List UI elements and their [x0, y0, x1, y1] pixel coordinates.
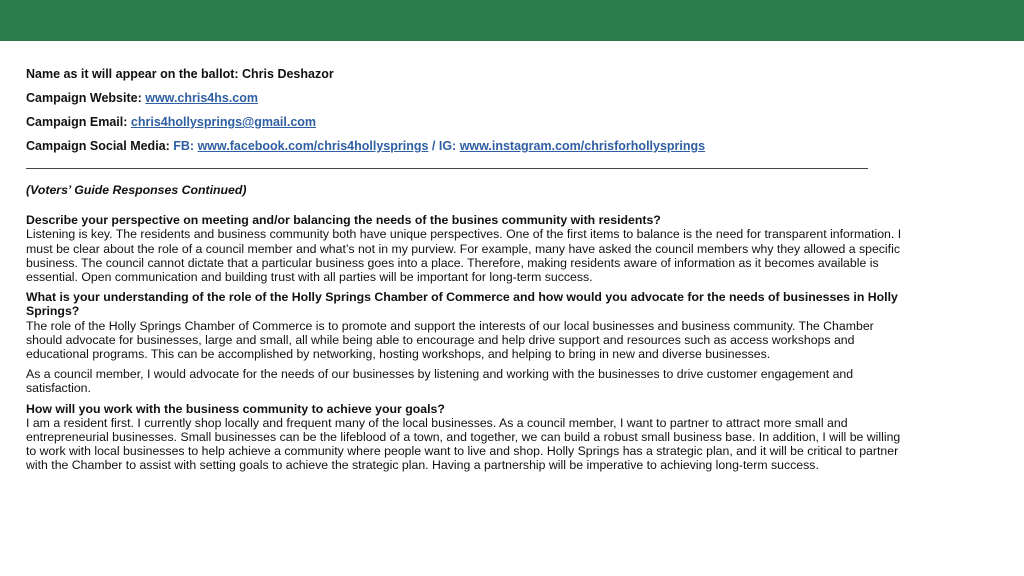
answer-1: Listening is key. The residents and business community both have unique perspectives. One of the first items to balance is the need for transparent information. I must be clear about the role of a council member and what’s not in my purview. For example, many have asked the council members why they allowed a specific business. The council cannot dictate that a particular business goes into a place. Therefore, making residents aware of information as it becomes available is essential. Open communication and building trust with all parties will be important for long-term success.: [26, 227, 902, 285]
voters-guide-responses: [26, 183, 906, 479]
website-link[interactable]: www.chris4hs.com: [145, 91, 259, 105]
campaign-website-line: [26, 90, 906, 106]
instagram-link[interactable]: www.instagram.com/chrisforhollysprings: [459, 139, 706, 153]
campaign-email-line: [26, 114, 906, 130]
header-bar: [0, 0, 1024, 41]
email-label: Campaign Email:: [26, 115, 131, 129]
ballot-name: Name as it will appear on the ballot: Chris Deshazor: [26, 67, 334, 81]
continued-note: (Voters’ Guide Responses Continued): [26, 183, 247, 197]
question-3: How will you work with the business community to achieve your goals?: [26, 401, 445, 416]
question-1: Describe your perspective on meeting and/or balancing the needs of the busines community with residents?: [26, 213, 661, 228]
campaign-social-line: [26, 138, 906, 154]
candidate-info: [26, 66, 906, 162]
divider: [26, 168, 868, 169]
answer-2a: The role of the Holly Springs Chamber of Commerce is to promote and support the interests of our local businesses and business community. The Chamber should advocate for businesses, large and small, all while being able to encourage and help drive support and resources such as access workshops and educational programs. This can be accomplished by networking, hosting workshops, and helping to bring in new and diverse businesses.: [26, 318, 874, 362]
fb-label: FB:: [173, 139, 198, 153]
email-link[interactable]: chris4hollysprings@gmail.com: [130, 115, 317, 129]
answer-2b: As a council member, I would advocate for the needs of our businesses by listening and working with the businesses to drive customer engagement and satisfaction.: [26, 367, 854, 396]
facebook-link[interactable]: www.facebook.com/chris4hollysprings: [197, 139, 429, 153]
website-label: Campaign Website:: [26, 91, 146, 105]
answer-3: I am a resident first. I currently shop locally and frequent many of the local businesses. As a council member, I want to partner to attract more small and entrepreneurial businesses. Small businesses can be the lifeblood of a town, and together, we can build a robust small business base. In addition, I will be willing to work with local businesses to help achieve a community where people want to live and shop. Holly Springs has a strategic plan, and it will be critical to partner with the Chamber to assist with setting goals to achieve the strategic plan. Having a partnership will be imperative to achieving long-term success.: [26, 415, 901, 473]
question-2: What is your understanding of the role of the Holly Springs Chamber of Commerce and how would you advocate for the needs of businesses in Holly Springs?: [26, 290, 898, 319]
social-label: Campaign Social Media:: [26, 139, 174, 153]
ig-separator: / IG:: [428, 139, 460, 153]
